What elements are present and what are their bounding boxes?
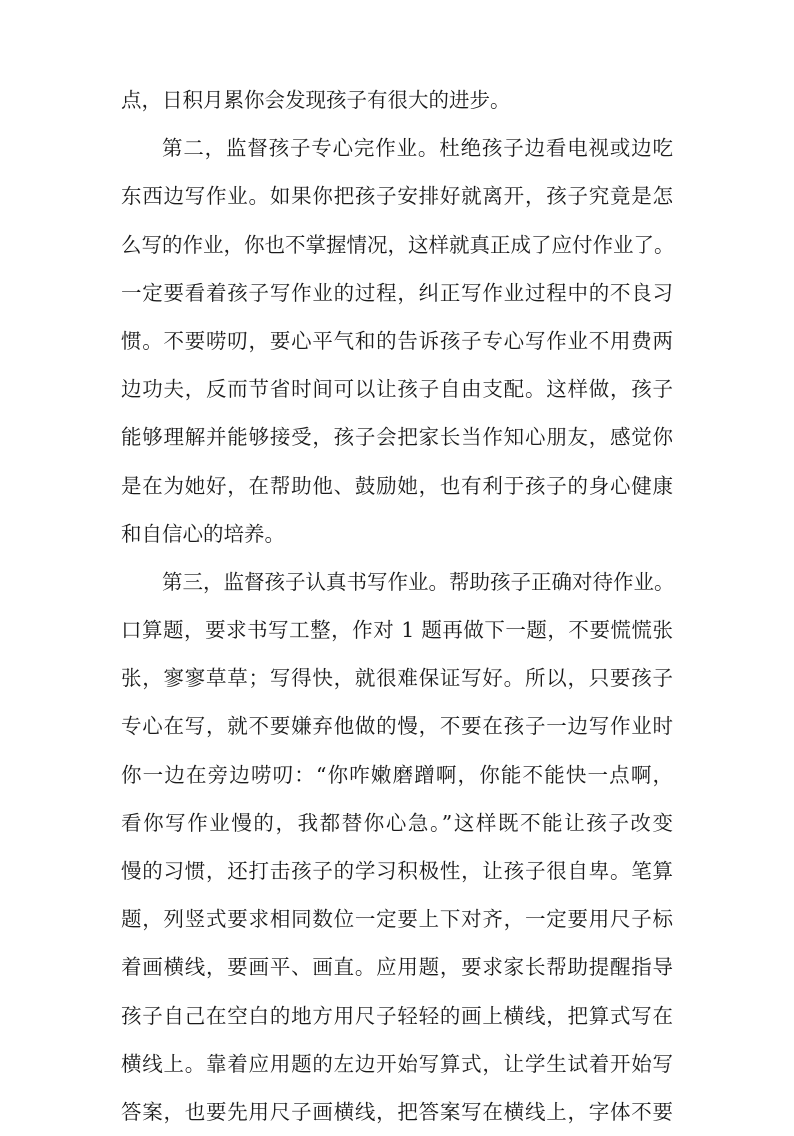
text-line-22: 答案，也要先用尺子画横线，把答案写在横线上，字体不要 [121, 1099, 673, 1124]
text-line-1: 点，日积月累你会发现孩子有很大的进步。 [121, 88, 511, 112]
text-line-3: 东西边写作业。如果你把孩子安排好就离开，孩子究竟是怎 [121, 184, 673, 209]
text-line-10: 和自信心的培养。 [121, 521, 285, 546]
text-line-16: 看你写作业慢的，我都替你心急。”这样既不能让孩子改变 [121, 810, 673, 835]
text-line-5: 一定要看着孩子写作业的过程，纠正写作业过程中的不良习 [121, 280, 673, 305]
text-line-21: 横线上。靠着应用题的左边开始写算式，让学生试着开始写 [121, 1051, 673, 1076]
text-line-13: 张，寥寥草草；写得快，就很难保证写好。所以，只要孩子 [121, 666, 673, 691]
text-line-6: 惯。不要唠叨，要心平气和的告诉孩子专心写作业不用费两 [121, 328, 673, 353]
text-line-20: 孩子自己在空白的地方用尺子轻轻的画上横线，把算式写在 [121, 1003, 673, 1028]
text-line-12: 口算题，要求书写工整，作对 1 题再做下一题，不要慌慌张 [121, 618, 673, 643]
text-line-2: 第二，监督孩子专心完作业。杜绝孩子边看电视或边吃 [162, 136, 673, 161]
text-line-18: 题，列竖式要求相同数位一定要上下对齐，一定要用尺子标 [121, 907, 673, 932]
document-body [121, 76, 673, 1136]
text-line-14: 专心在写，就不要嫌弃他做的慢，不要在孩子一边写作业时 [121, 714, 673, 739]
text-line-17: 慢的习惯，还打击孩子的学习积极性，让孩子很自卑。笔算 [121, 859, 673, 883]
text-line-11: 第三，监督孩子认真书写作业。帮助孩子正确对待作业。 [162, 569, 675, 594]
text-line-15: 你一边在旁边唠叨：“你咋嫩磨蹭啊，你能不能快一点啊， [121, 762, 673, 787]
text-line-9: 是在为她好，在帮助他、鼓励她，也有利于孩子的身心健康 [121, 473, 673, 498]
text-line-8: 能够理解并能够接受，孩子会把家长当作知心朋友，感觉你 [121, 425, 673, 450]
text-line-7: 边功夫，反而节省时间可以让孩子自由支配。这样做，孩子 [121, 377, 673, 402]
text-line-4: 么写的作业，你也不掌握情况，这样就真正成了应付作业了。 [121, 232, 675, 257]
text-line-19: 着画横线，要画平、画直。应用题，要求家长帮助提醒指导 [121, 955, 673, 980]
